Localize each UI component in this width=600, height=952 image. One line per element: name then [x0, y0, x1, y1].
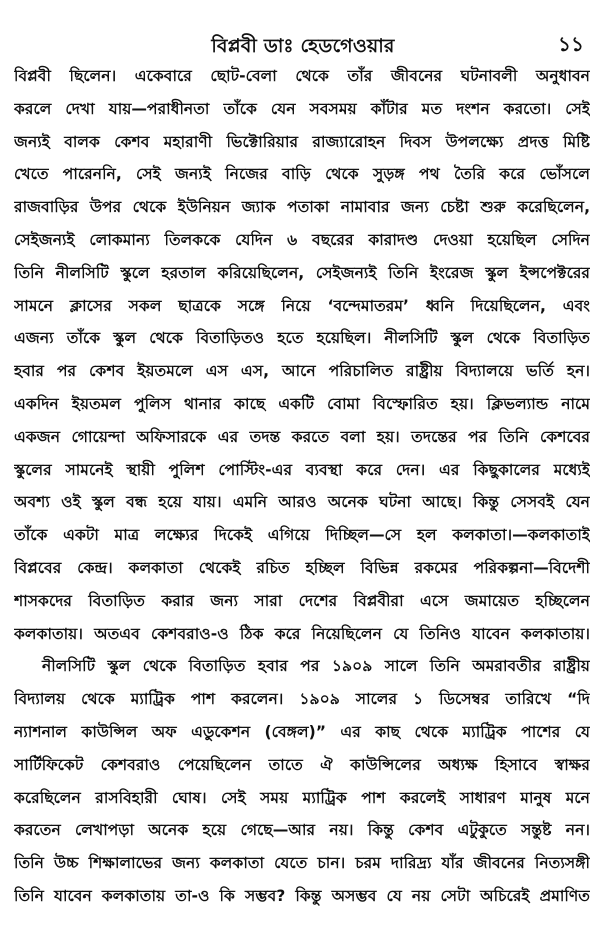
text-line: তিনি নীলসিটি স্কুলে হরতাল করিয়েছিলেন, সেইজন্যই তিনি ইংরেজ স্কুল ইন্সপেক্টরের — [14, 263, 590, 282]
text-line: করলে দেখা যায়—পরাধীনতা তাঁকে যেন সবসময় কাঁটার মত দংশন করতো। সেই — [14, 99, 590, 118]
text-line: জন্যই বালক কেশব মহারাণী ভিক্টোরিয়ার রাজ্যারোহন দিবস উপলক্ষ্যে প্রদত্ত মিষ্টি — [14, 132, 590, 151]
text-line: একজন গোয়েন্দা অফিসারকে এর তদন্ত করতে বলা হয়। তদন্তের পর তিনি কেশবের — [14, 427, 590, 446]
text-line: হবার পর কেশব ইয়তমলে এস এস, আনে পরিচালিত রাষ্ট্রীয় বিদ্যালয়ে ভর্তি হন। — [14, 362, 590, 381]
text-line: স্কুলের সামনেই স্থায়ী পুলিশ পোস্টিং-এর ব্যবস্থা করে দেন। এর কিছুকালের মধ্যেই — [14, 460, 590, 479]
text-line: অবশ্য ওই স্কুল বন্ধ হয়ে যায়। এমনি আরও অনেক ঘটনা আছে। কিন্তু সেসবই যেন — [14, 493, 590, 512]
text-line: বিদ্যালয় থেকে ম্যাট্রিক পাশ করলেন। ১৯০৯ সালের ১ ডিসেম্বর তারিখে “দি — [14, 690, 590, 709]
text-line: এজন্য তাঁকে স্কুল থেকে বিতাড়িতও হতে হয়েছিল। নীলসিটি স্কুল থেকে বিতাড়িত — [14, 329, 590, 348]
text-line: কলকাতায়। অতএব কেশবরাও-ও ঠিক করে নিয়েছিলেন যে তিনিও যাবেন কলকাতায়। — [14, 624, 590, 643]
text-line: বিপ্লবী ছিলেন। একেবারে ছোট-বেলা থেকে তাঁর জীবনের ঘটনাবলী অনুধাবন — [14, 67, 590, 85]
text-line: করতেন লেখাপড়া অনেক হয়ে গেছে—আর নয়। কিন্তু কেশব এটুকুতে সন্তুষ্ট নন। — [14, 821, 590, 840]
text-line: খেতে পারেননি, সেই জন্যই নিজের বাড়ি থেকে সুড়ঙ্গ পথ তৈরি করে ভোঁসলে — [14, 165, 590, 184]
page-header — [14, 0, 592, 58]
running-title: বিপ্লবী ডাঃ হেডগেওয়ার — [211, 35, 395, 57]
paragraph-first-line: নীলসিটি স্কুল থেকে বিতাড়িত হবার পর ১৯০৯ সালে তিনি অমরাবতীর রাষ্ট্রীয় — [42, 657, 590, 676]
text-line: তাঁকে একটা মাত্র লক্ষ্যের দিকেই এগিয়ে দিচ্ছিল—সে হল কলকাতা।—কলকাতাই — [14, 526, 590, 545]
text-line: করেছিলেন রাসবিহারী ঘোষ। সেই সময় ম্যাট্রিক পাশ করলেই সাধারণ মানুষ মনে — [14, 788, 590, 807]
text-line: তিনি উচ্চ শিক্ষালাভের জন্য কলকাতা যেতে চান। চরম দারিদ্র্য যাঁর জীবনের নিত্যসঙ্গী — [14, 854, 590, 873]
text-line: সার্টিফিকেট কেশবরাও পেয়েছিলেন তাতে ঐ কাউন্সিলের অধ্যক্ষ হিসাবে স্বাক্ষর — [14, 755, 590, 774]
text-line: বিপ্লবের কেন্দ্র। কলকাতা থেকেই রচিত হচ্ছিল বিভিন্ন রকমের পরিকল্পনা—বিদেশী — [14, 558, 590, 577]
page-number: ১১ — [558, 32, 584, 56]
text-line: সেইজন্যই লোকমান্য তিলককে যেদিন ৬ বছরের কারাদণ্ড দেওয়া হয়েছিল সেদিন — [14, 230, 590, 249]
text-line: একদিন ইয়তমল পুলিস থানার কাছে একটি বোমা বিস্ফোরিত হয়। ক্লিভল্যান্ড নামে — [14, 394, 590, 413]
text-line: ন্যাশনাল কাউন্সিল অফ এডুকেশন (বেঙ্গল)” এর কাছ থেকে ম্যাট্রিক পাশের যে — [14, 722, 590, 741]
text-line: শাসকদের বিতাড়িত করার জন্য সারা দেশের বিপ্লবীরা এসে জমায়েত হচ্ছিলেন — [14, 591, 590, 610]
body-text — [14, 60, 590, 913]
text-line: তিনি যাবেন কলকাতায় তা-ও কি সম্ভব? কিন্তু অসম্ভব যে নয় সেটা অচিরেই প্রমাণিত — [14, 886, 590, 905]
text-line: রাজবাড়ির উপর থেকে ইউনিয়ন জ্যাক পতাকা নামাবার জন্য চেষ্টা শুরু করেছিলেন, — [14, 198, 590, 217]
text-line: সামনে ক্লাসের সকল ছাত্রকে সঙ্গে নিয়ে ‘বন্দেমাতরম’ ধ্বনি দিয়েছিলেন, এবং — [14, 296, 590, 315]
